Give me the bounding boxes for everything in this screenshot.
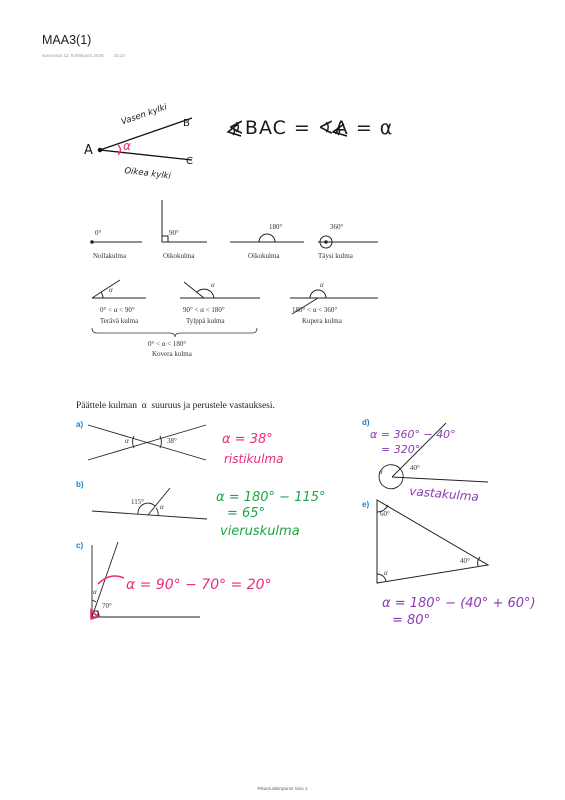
range-brace bbox=[92, 328, 257, 337]
label-b: b) bbox=[76, 480, 84, 489]
given-b: 115° bbox=[131, 498, 145, 506]
label-e: e) bbox=[362, 500, 370, 509]
label-a: a) bbox=[76, 420, 84, 429]
answer-d-line2: = 320° bbox=[381, 443, 421, 456]
top-angle-sketch bbox=[98, 118, 192, 160]
name-nollakulma: Nollakulma bbox=[93, 252, 127, 260]
reason-b: vieruskulma bbox=[220, 524, 300, 539]
alpha-d: α bbox=[379, 468, 383, 476]
range-concave: 0° < α < 180° bbox=[148, 340, 187, 348]
vertex-a-label: A bbox=[84, 143, 93, 158]
alpha-b: α bbox=[160, 503, 164, 511]
name-oikokulma: Oikokulma bbox=[248, 252, 280, 260]
name-obtuse: Tylppä kulma bbox=[186, 317, 225, 325]
given-c: 70° bbox=[102, 602, 112, 610]
time-text: 18.24 bbox=[113, 53, 126, 58]
name-suora: Oikokulma bbox=[163, 252, 195, 260]
answer-e-line2: = 80° bbox=[392, 613, 431, 628]
degree-90: 90° bbox=[169, 229, 179, 237]
alpha-obtuse: α bbox=[211, 281, 215, 289]
answer-b-line2: = 65° bbox=[227, 506, 266, 521]
answer-d-line1: α = 360° − 40° bbox=[370, 428, 456, 441]
page-title: MAA3(1) bbox=[42, 33, 92, 47]
figure-b bbox=[92, 488, 207, 519]
alpha-a: α bbox=[125, 437, 129, 445]
right-side-label: Oikea kylki bbox=[123, 166, 172, 182]
answer-a: α = 38° bbox=[222, 432, 273, 447]
range-obtuse: 90° < α < 180° bbox=[183, 306, 225, 314]
degree-180: 180° bbox=[269, 223, 283, 231]
name-concave: Kovera kulma bbox=[152, 350, 192, 358]
alpha-reflex: α bbox=[320, 281, 324, 289]
given-e-top: 60° bbox=[380, 510, 390, 518]
angle-formula: ∢BAC = ∢A = α bbox=[228, 117, 394, 139]
reason-d: vastakulma bbox=[408, 484, 480, 505]
name-acute: Terävä kulma bbox=[100, 317, 139, 325]
name-taysi: Täysi kulma bbox=[318, 252, 353, 260]
date-text: sunnuntai 12. huhtikuuta 2026 bbox=[42, 53, 104, 58]
page-footer: Pikamuistiinpanot Sivu 1 bbox=[257, 786, 308, 791]
alpha-c: α bbox=[93, 588, 97, 596]
range-reflex: 180° < α < 360° bbox=[292, 306, 338, 314]
task-instruction: Päättele kulman α suuruus ja perustele vastauksesi. bbox=[76, 401, 275, 411]
label-d: d) bbox=[362, 418, 370, 427]
figure-e bbox=[377, 500, 488, 583]
answer-c: α = 90° − 70° = 20° bbox=[126, 577, 272, 593]
left-side-label: Vasen kylki bbox=[120, 102, 169, 128]
label-c: c) bbox=[76, 541, 84, 550]
point-b-label: B bbox=[183, 118, 190, 129]
point-c-label: C bbox=[186, 156, 193, 167]
degree-0: 0° bbox=[95, 229, 102, 237]
reason-a: ristikulma bbox=[224, 452, 284, 466]
given-e-right: 40° bbox=[460, 557, 470, 565]
name-reflex: Kupera kulma bbox=[302, 317, 342, 325]
given-a: 38° bbox=[167, 437, 177, 445]
range-acute: 0° < α < 90° bbox=[100, 306, 135, 314]
alpha-label: α bbox=[123, 139, 131, 153]
figure-a bbox=[88, 425, 206, 460]
answer-e-line1: α = 180° − (40° + 60°) bbox=[382, 596, 536, 611]
degree-360: 360° bbox=[330, 223, 344, 231]
answer-b-line1: α = 180° − 115° bbox=[216, 490, 326, 505]
alpha-e: α bbox=[384, 569, 388, 577]
alpha-acute: α bbox=[109, 286, 113, 294]
given-d: 40° bbox=[410, 464, 420, 472]
